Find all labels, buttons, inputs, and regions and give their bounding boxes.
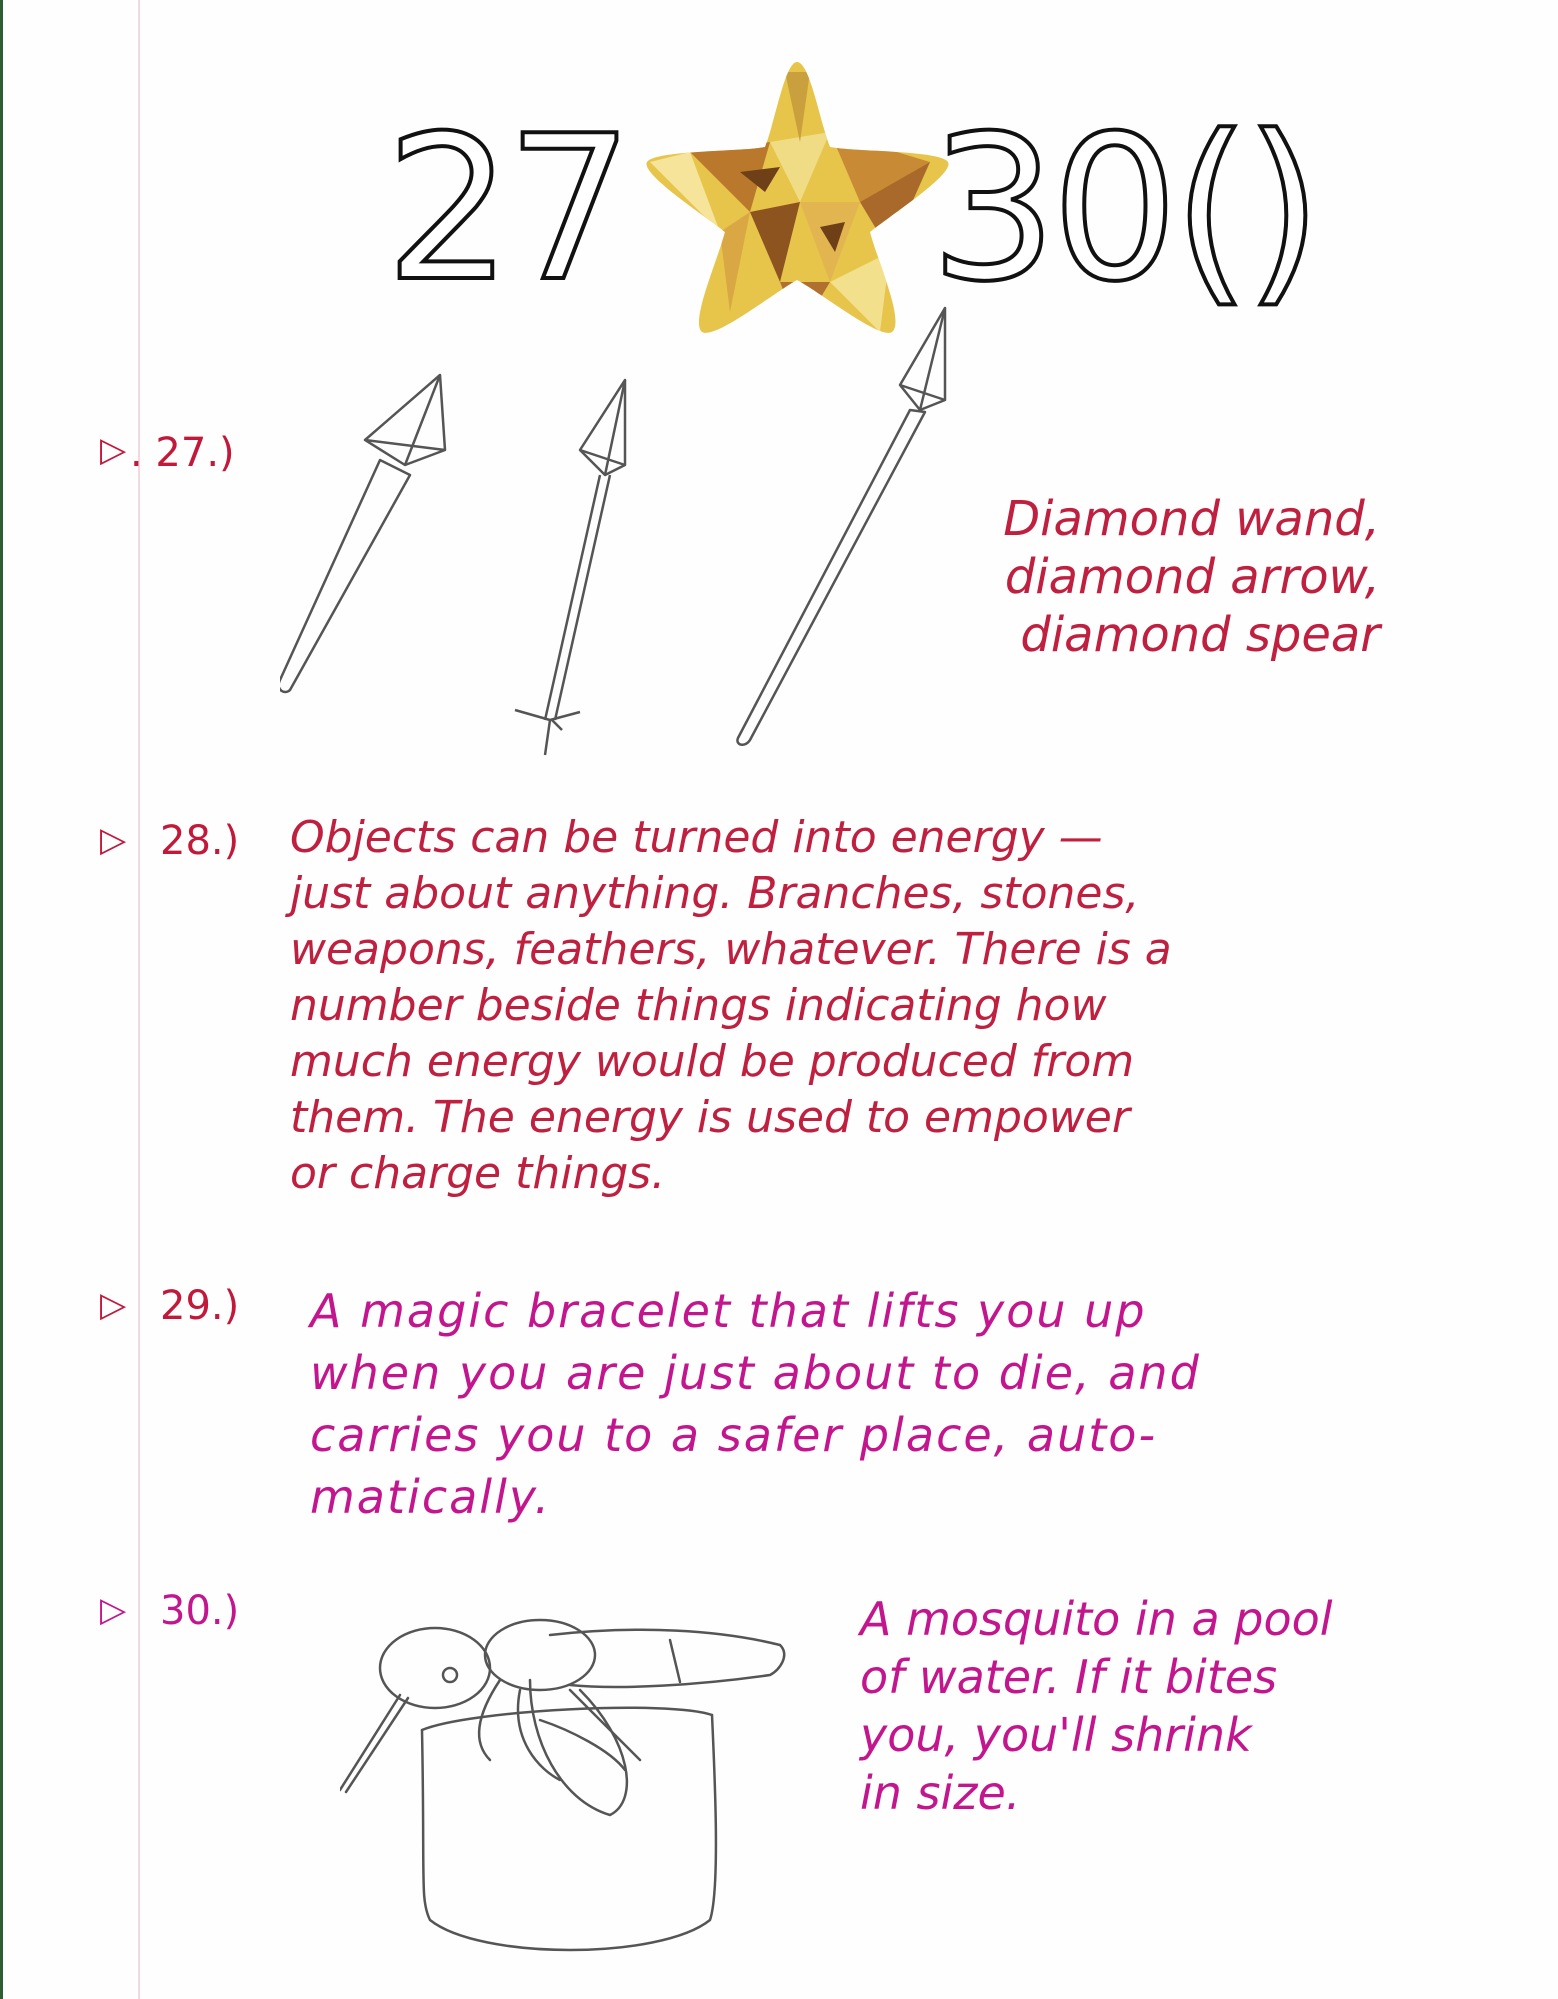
entry-29-marker: ▷ xyxy=(100,1285,127,1325)
header-left-number: 27 xyxy=(385,93,628,326)
gold-star-sticker-icon xyxy=(630,52,965,342)
text-line: just about anything. Branches, stones, xyxy=(290,868,1140,919)
entry-27-number: . 27.) xyxy=(130,430,235,476)
caption-line: Diamond wand, xyxy=(1003,491,1380,547)
entry-28-marker: ▷ xyxy=(100,820,127,860)
text-line: Objects can be turned into energy — xyxy=(290,812,1103,863)
text-line: much energy would be produced from xyxy=(290,1036,1135,1087)
text-line: matically. xyxy=(310,1470,552,1524)
entry-30-text xyxy=(860,1590,1333,1822)
text-line: number beside things indicating how xyxy=(290,980,1107,1031)
caption-line: diamond arrow, xyxy=(1004,549,1380,605)
mosquito-in-pool-icon xyxy=(340,1600,820,1960)
text-line: in size. xyxy=(860,1766,1021,1820)
entry-30-marker: ▷ xyxy=(100,1590,127,1630)
text-line: when you are just about to die, and xyxy=(310,1346,1201,1400)
entry-27-caption xyxy=(940,490,1380,664)
margin-line xyxy=(138,0,140,1999)
entry-27-marker: ▷ xyxy=(100,430,127,470)
diamond-spear-icon xyxy=(737,308,945,745)
entry-28-number: 28.) xyxy=(160,818,240,864)
text-line: them. The energy is used to empower xyxy=(290,1092,1130,1143)
diamond-weapons-drawing xyxy=(280,300,980,760)
text-line: of water. If it bites xyxy=(860,1650,1278,1704)
text-line: carries you to a safer place, auto- xyxy=(310,1408,1158,1462)
text-line: A magic bracelet that lifts you up xyxy=(310,1284,1147,1338)
text-line: A mosquito in a pool xyxy=(860,1592,1333,1646)
entry-29-text xyxy=(310,1280,1201,1528)
entry-29-number: 29.) xyxy=(160,1283,240,1329)
entry-28-text xyxy=(290,810,1172,1202)
text-line: you, you'll shrink xyxy=(860,1708,1252,1762)
header-right-number: 30() xyxy=(930,93,1317,326)
text-line: or charge things. xyxy=(290,1148,666,1199)
page-edge xyxy=(0,0,3,1999)
caption-line: diamond spear xyxy=(1020,607,1380,663)
diamond-wand-icon xyxy=(280,375,445,692)
text-line: weapons, feathers, whatever. There is a xyxy=(290,924,1172,975)
entry-30-number: 30.) xyxy=(160,1588,240,1634)
diamond-arrow-icon xyxy=(515,380,625,755)
